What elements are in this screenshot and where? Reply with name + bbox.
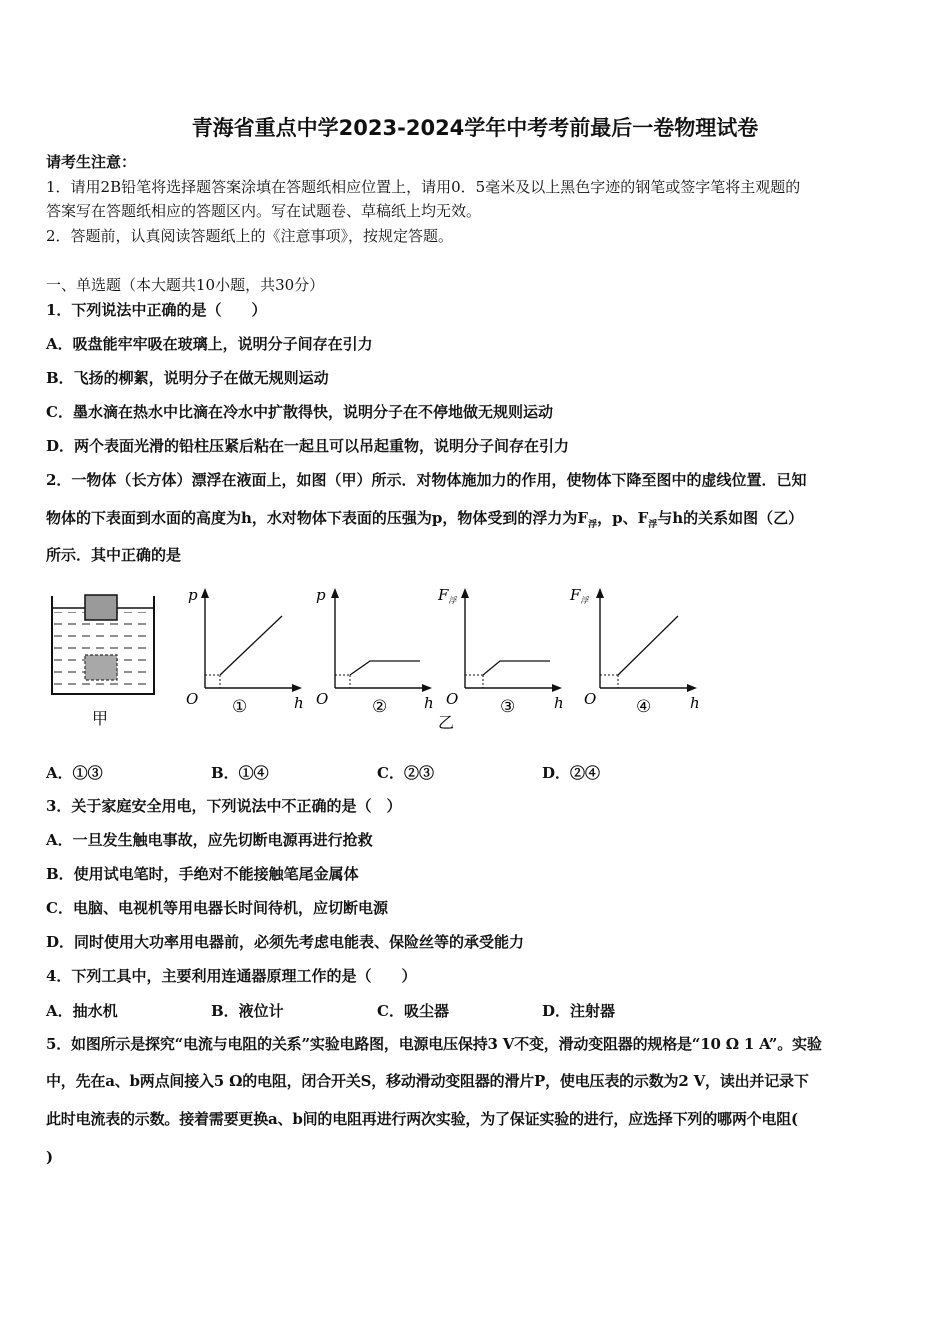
q3-option-a: A．一旦发生触电事故，应先切断电源再进行抢救 — [46, 831, 373, 849]
q1-option-d: D．两个表面光滑的铅柱压紧后粘在一起且可以吊起重物，说明分子间存在引力 — [46, 437, 570, 455]
figure-yi-label: 乙 — [438, 713, 455, 732]
q3-option-d: D．同时使用大功率用电器前，必须先考虑电能表、保险丝等的承受能力 — [46, 933, 525, 951]
q3-stem: 3．关于家庭安全用电，下列说法中不正确的是（ ） — [46, 797, 402, 815]
section-heading: 一、单选题（本大题共10小题，共30分） — [46, 276, 325, 294]
graph-1-origin: O — [186, 690, 199, 708]
q1-option-a: A．吸盘能牢牢吸在玻璃上，说明分子间存在引力 — [46, 335, 373, 353]
q2-line-2: 物体的下表面到水面的高度为h，水对物体下表面的压强为p，物体受到的浮力为$F_浮$，p、$F_浮$与h的关系如图（乙） — [46, 509, 804, 530]
q2-option-b: B．①④ — [211, 764, 269, 782]
graph-1 — [186, 586, 304, 717]
floating-block — [85, 595, 117, 620]
graph-4-origin: O — [584, 690, 597, 708]
graph-3-ylabel: $F_浮$ — [438, 586, 457, 605]
notice-item-2: 2．答题前，认真阅读答题纸上的《注意事项》，按规定答题。 — [46, 227, 454, 245]
graph-4-number: ④ — [636, 697, 652, 717]
q5-line-3: 此时电流表的示数。接着需要更换a、b间的电阻再进行两次实验，为了保证实验的进行，应选择下列的哪两个电阻( — [46, 1110, 798, 1128]
graph-3 — [437, 586, 564, 732]
q1-option-c: C．墨水滴在热水中比滴在冷水中扩散得快，说明分子在不停地做无规则运动 — [46, 403, 553, 421]
q4-option-d: D．注射器 — [542, 1002, 616, 1020]
graph-1-number: ① — [232, 697, 248, 717]
notice-item-1a: 1．请用2B铅笔将选择题答案涂填在答题纸相应位置上，请用0．5毫米及以上黑色字迹的钢笔或签字笔将主观题的 — [46, 178, 801, 196]
q1-option-b: B．飞扬的柳絮，说明分子在做无规则运动 — [46, 369, 329, 387]
q5-line-1: 5．如图所示是探究“电流与电阻的关系”实验电路图，电源电压保持3 V不变，滑动变阻器的规格是“10 Ω 1 A”。实验 — [46, 1035, 822, 1053]
graph-1-xlabel: h — [294, 694, 304, 712]
figure-jia-container — [52, 595, 154, 728]
graph-4-xlabel: h — [690, 694, 700, 712]
q4-stem: 4．下列工具中，主要利用连通器原理工作的是（ ） — [46, 967, 417, 985]
q2-option-a: A．①③ — [46, 764, 103, 782]
graph-2-xlabel: h — [424, 694, 434, 712]
q4-option-a: A．抽水机 — [46, 1002, 118, 1020]
figure-jia-label: 甲 — [92, 709, 109, 728]
q2-line-3: 所示．其中正确的是 — [46, 546, 182, 564]
graph-2-ylabel: p — [316, 586, 326, 604]
notice-heading: 请考生注意： — [46, 153, 137, 171]
notice-item-1b: 答案写在答题纸相应的答题区内。写在试题卷、草稿纸上均无效。 — [46, 202, 482, 220]
graph-3-xlabel: h — [554, 694, 564, 712]
graph-4 — [569, 586, 700, 717]
q4-option-c: C．吸尘器 — [377, 1002, 449, 1020]
q2-figures — [40, 582, 720, 732]
graph-3-origin: O — [446, 690, 459, 708]
graph-4-ylabel: $F_浮$ — [570, 586, 589, 605]
graph-2 — [316, 586, 434, 717]
q2-option-d: D．②④ — [542, 764, 601, 782]
graph-1-ylabel: p — [188, 586, 198, 604]
page-title: 青海省重点中学2023-2024学年中考考前最后一卷物理试卷 — [191, 116, 759, 140]
q3-option-b: B．使用试电笔时，手绝对不能接触笔尾金属体 — [46, 865, 359, 883]
q1-stem: 1．下列说法中正确的是（ ） — [46, 301, 267, 319]
q4-option-b: B．液位计 — [211, 1002, 284, 1020]
submerged-block-dashed — [85, 655, 117, 680]
q5-line-4: ) — [46, 1148, 54, 1166]
graph-2-number: ② — [372, 697, 388, 717]
q3-option-c: C．电脑、电视机等用电器长时间待机，应切断电源 — [46, 899, 388, 917]
q5-line-2: 中，先在a、b两点间接入5 Ω的电阻，闭合开关S，移动滑动变阻器的滑片P，使电压表的示数为2 V，读出并记录下 — [46, 1072, 809, 1090]
graph-2-origin: O — [316, 690, 329, 708]
graph-3-number: ③ — [500, 697, 516, 717]
q2-option-c: C．②③ — [377, 764, 434, 782]
q2-line-1: 2．一物体（长方体）漂浮在液面上，如图（甲）所示．对物体施加力的作用，使物体下降至图中的虚线位置．已知 — [46, 471, 807, 489]
